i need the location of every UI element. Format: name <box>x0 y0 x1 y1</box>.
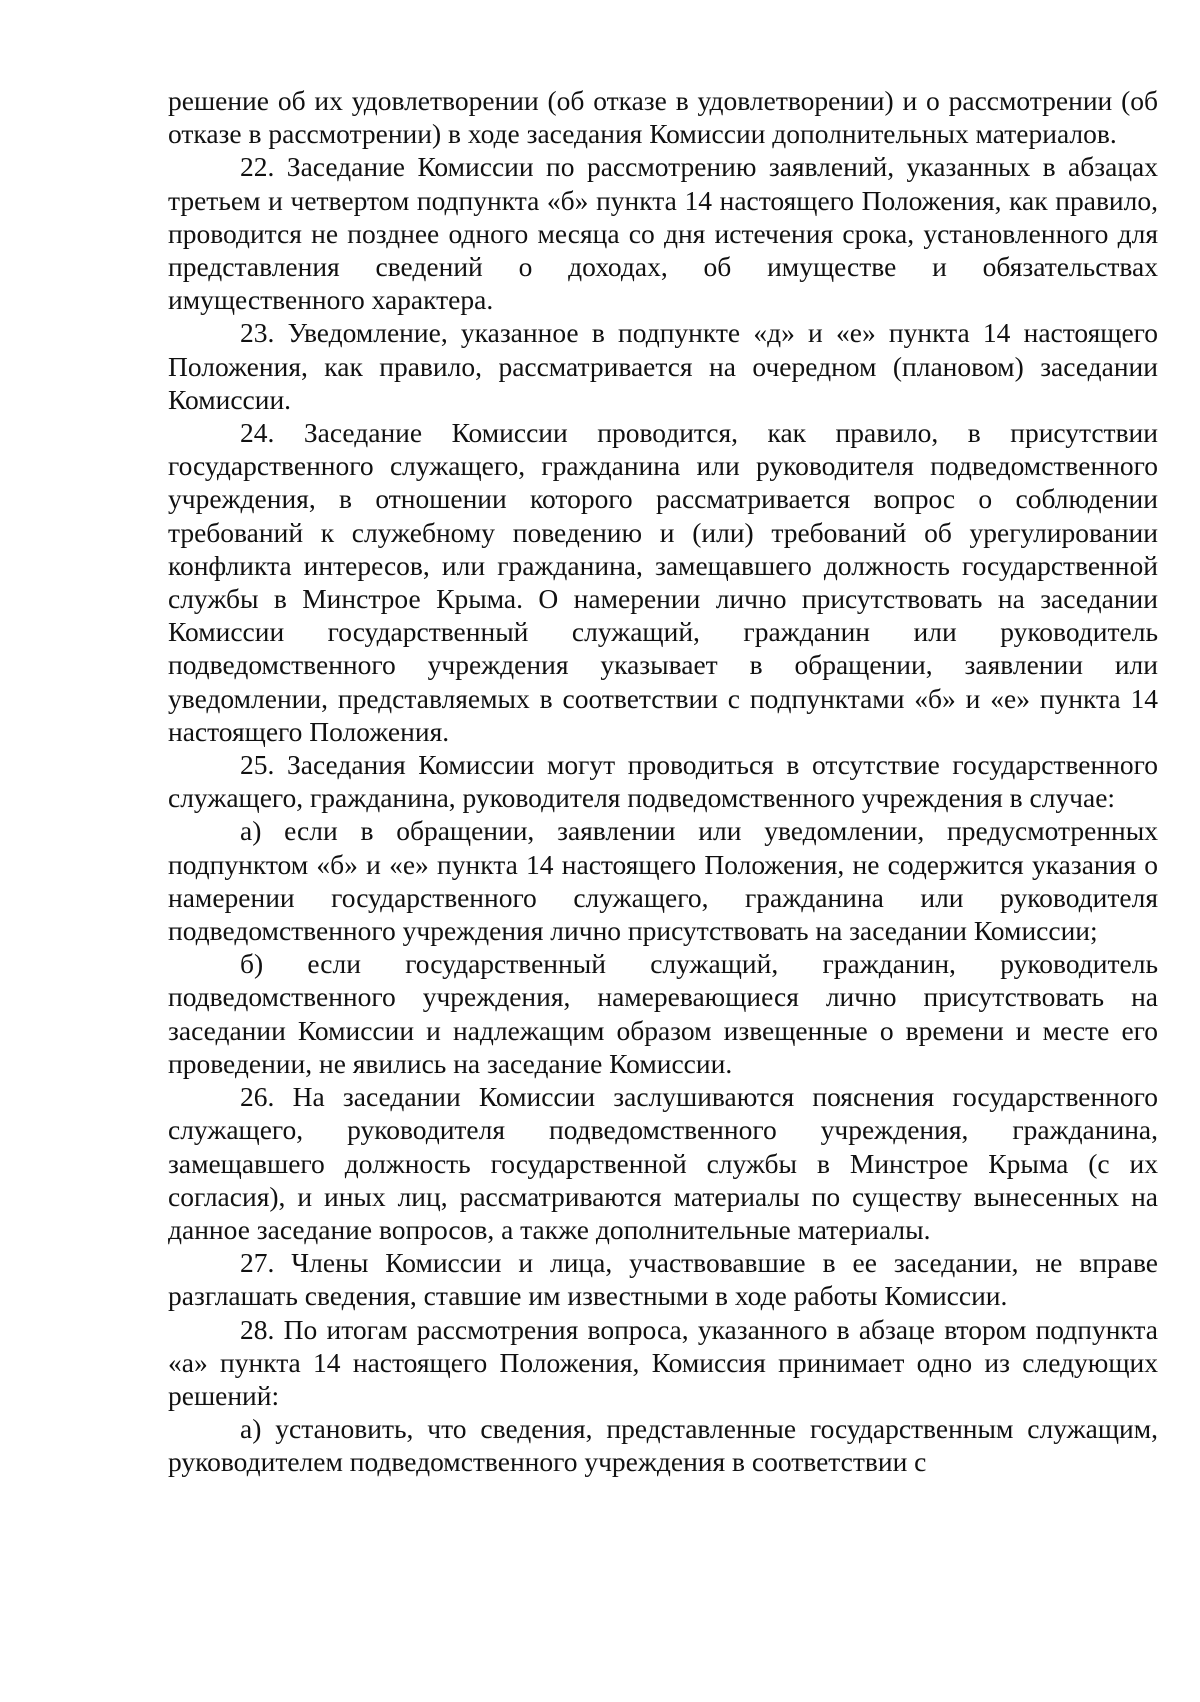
paragraph-25: 25. Заседания Комиссии могут проводиться в отсутствие государственного служащего, гражданина, руководителя подведомственного учреждения в случае: <box>168 749 1158 814</box>
paragraph-27: 27. Члены Комиссии и лица, участвовавшие в ее заседании, не вправе разглашать сведения, ставшие им известными в ходе работы Комиссии. <box>168 1247 1158 1312</box>
paragraph-25a: а) если в обращении, заявлении или уведомлении, предусмотренных подпунктом «б» и «е» пункта 14 настоящего Положения, не содержится указания о намерении государственного служащего, гражданина или руководителя подведомственного учреждения лично присутствовать на заседании Комиссии; <box>168 815 1158 947</box>
document-body <box>168 84 1158 1479</box>
paragraph-28a: а) установить, что сведения, представленные государственным служащим, руководителем подведомственного учреждения в соответствии с <box>168 1413 1158 1478</box>
paragraph-22: 22. Заседание Комиссии по рассмотрению заявлений, указанных в абзацах третьем и четвертом подпункта «б» пункта 14 настоящего Положения, как правило, проводится не позднее одного месяца со дня истечения срока, установленного для представления сведений о доходах, об имуществе и обязательствах имущественного характера. <box>168 151 1158 316</box>
paragraph-24: 24. Заседание Комиссии проводится, как правило, в присутствии государственного служащего, гражданина или руководителя подведомственного учреждения, в отношении которого рассматривается вопрос о соблюдении требований к служебному поведению и (или) требований об урегулировании конфликта интересов, или гражданина, замещавшего должность государственной службы в Минстрое Крыма. О намерении лично присутствовать на заседании Комиссии государственный служащий, гражданин или руководитель подведомственного учреждения указывает в обращении, заявлении или уведомлении, представляемых в соответствии с подпунктами «б» и «е» пункта 14 настоящего Положения. <box>168 417 1158 747</box>
paragraph-continuation: решение об их удовлетворении (об отказе в удовлетворении) и о рассмотрении (об отказе в рассмотрении) в ходе заседания Комиссии дополнительных материалов. <box>168 85 1158 150</box>
paragraph-28: 28. По итогам рассмотрения вопроса, указанного в абзаце втором подпункта «а» пункта 14 настоящего Положения, Комиссия принимает одно из следующих решений: <box>168 1313 1158 1411</box>
paragraph-23: 23. Уведомление, указанное в подпункте «д» и «е» пункта 14 настоящего Положения, как правило, рассматривается на очередном (плановом) заседании Комиссии. <box>168 317 1158 415</box>
paragraph-25b: б) если государственный служащий, гражданин, руководитель подведомственного учреждения, намеревающиеся лично присутствовать на заседании Комиссии и надлежащим образом извещенные о времени и месте его проведении, не явились на заседание Комиссии. <box>168 948 1158 1079</box>
paragraph-26: 26. На заседании Комиссии заслушиваются пояснения государственного служащего, руководителя подведомственного учреждения, гражданина, замещавшего должность государственной службы в Минстрое Крыма (с их согласия), и иных лиц, рассматриваются материалы по существу вынесенных на данное заседание вопросов, а также дополнительные материалы. <box>168 1081 1158 1245</box>
